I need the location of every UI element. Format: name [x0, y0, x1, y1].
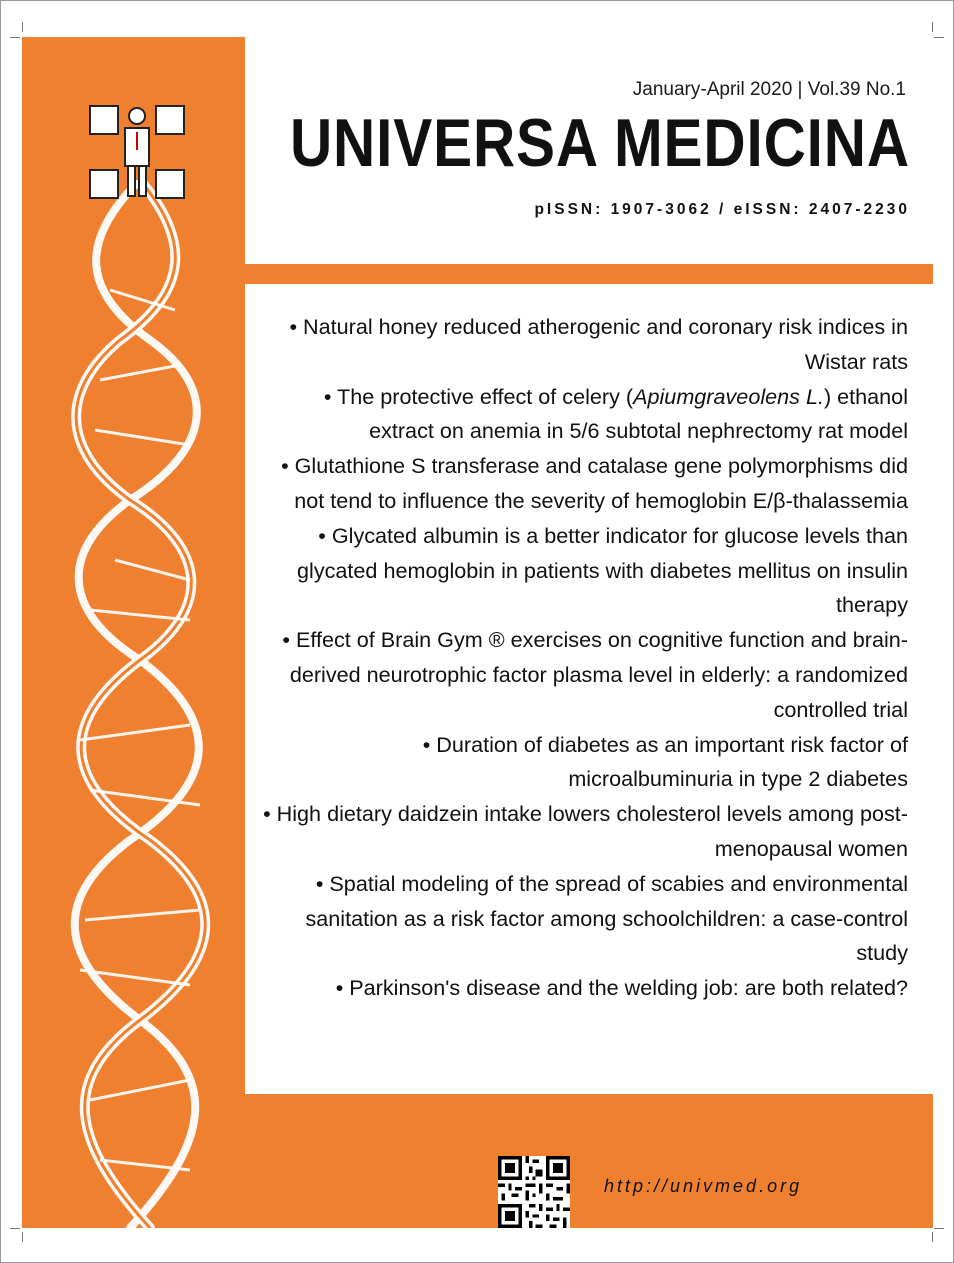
crop-mark — [934, 37, 944, 38]
article-item: • Effect of Brain Gym ® exercises on cognitive function and brain-derived neurotrophic factor plasma level in elderly: a randomized controlled trial — [282, 627, 908, 722]
article-item: • Glutathione S transferase and catalase gene polymorphisms did not tend to influence the severity of hemoglobin E/β-thalassemia — [281, 453, 908, 513]
crop-mark — [932, 22, 933, 32]
crop-mark — [934, 1228, 944, 1229]
crop-mark — [22, 1232, 23, 1242]
journal-website-link[interactable]: http://univmed.org — [604, 1176, 803, 1196]
dna-helix-icon — [40, 180, 240, 1228]
article-item: • High dietary daidzein intake lowers cholesterol levels among post-menopausal women — [263, 801, 908, 861]
journal-logo-icon — [88, 104, 188, 200]
journal-title: UNIVERSA MEDICINA — [289, 105, 910, 181]
crop-mark — [10, 1228, 20, 1229]
article-item: • Glycated albumin is a better indicator for glucose levels than glycated hemoglobin in patients with diabetes mellitus on insulin therapy — [297, 522, 908, 618]
article-item: • Natural honey reduced atherogenic and coronary risk indices in Wistar rats — [289, 314, 908, 374]
species-name: Apiumgraveolens L. — [633, 383, 824, 409]
issue-date-volume: January-April 2020 | Vol.39 No.1 — [632, 79, 906, 100]
article-item: • Parkinson's disease and the welding job: are both related? — [335, 975, 908, 1001]
crop-mark — [22, 22, 23, 32]
footer-band — [245, 1094, 933, 1228]
crop-mark — [10, 37, 20, 38]
issn-numbers: pISSN: 1907-3062 / eISSN: 2407-2230 — [534, 201, 910, 218]
article-item: • The protective effect of celery (Apiumgraveolens L.) ethanol extract on anemia in 5/6 subtotal nephrectomy rat model — [323, 383, 908, 444]
article-item: • Spatial modeling of the spread of scabies and environmental sanitation as a risk factor among schoolchildren: a case-control study — [305, 870, 908, 966]
article-list — [258, 310, 908, 1006]
qr-code-icon[interactable] — [498, 1156, 570, 1228]
header-divider-bar — [245, 264, 933, 284]
article-item: • Duration of diabetes as an important risk factor of microalbuminuria in type 2 diabetes — [422, 731, 908, 792]
crop-mark — [932, 1232, 933, 1242]
